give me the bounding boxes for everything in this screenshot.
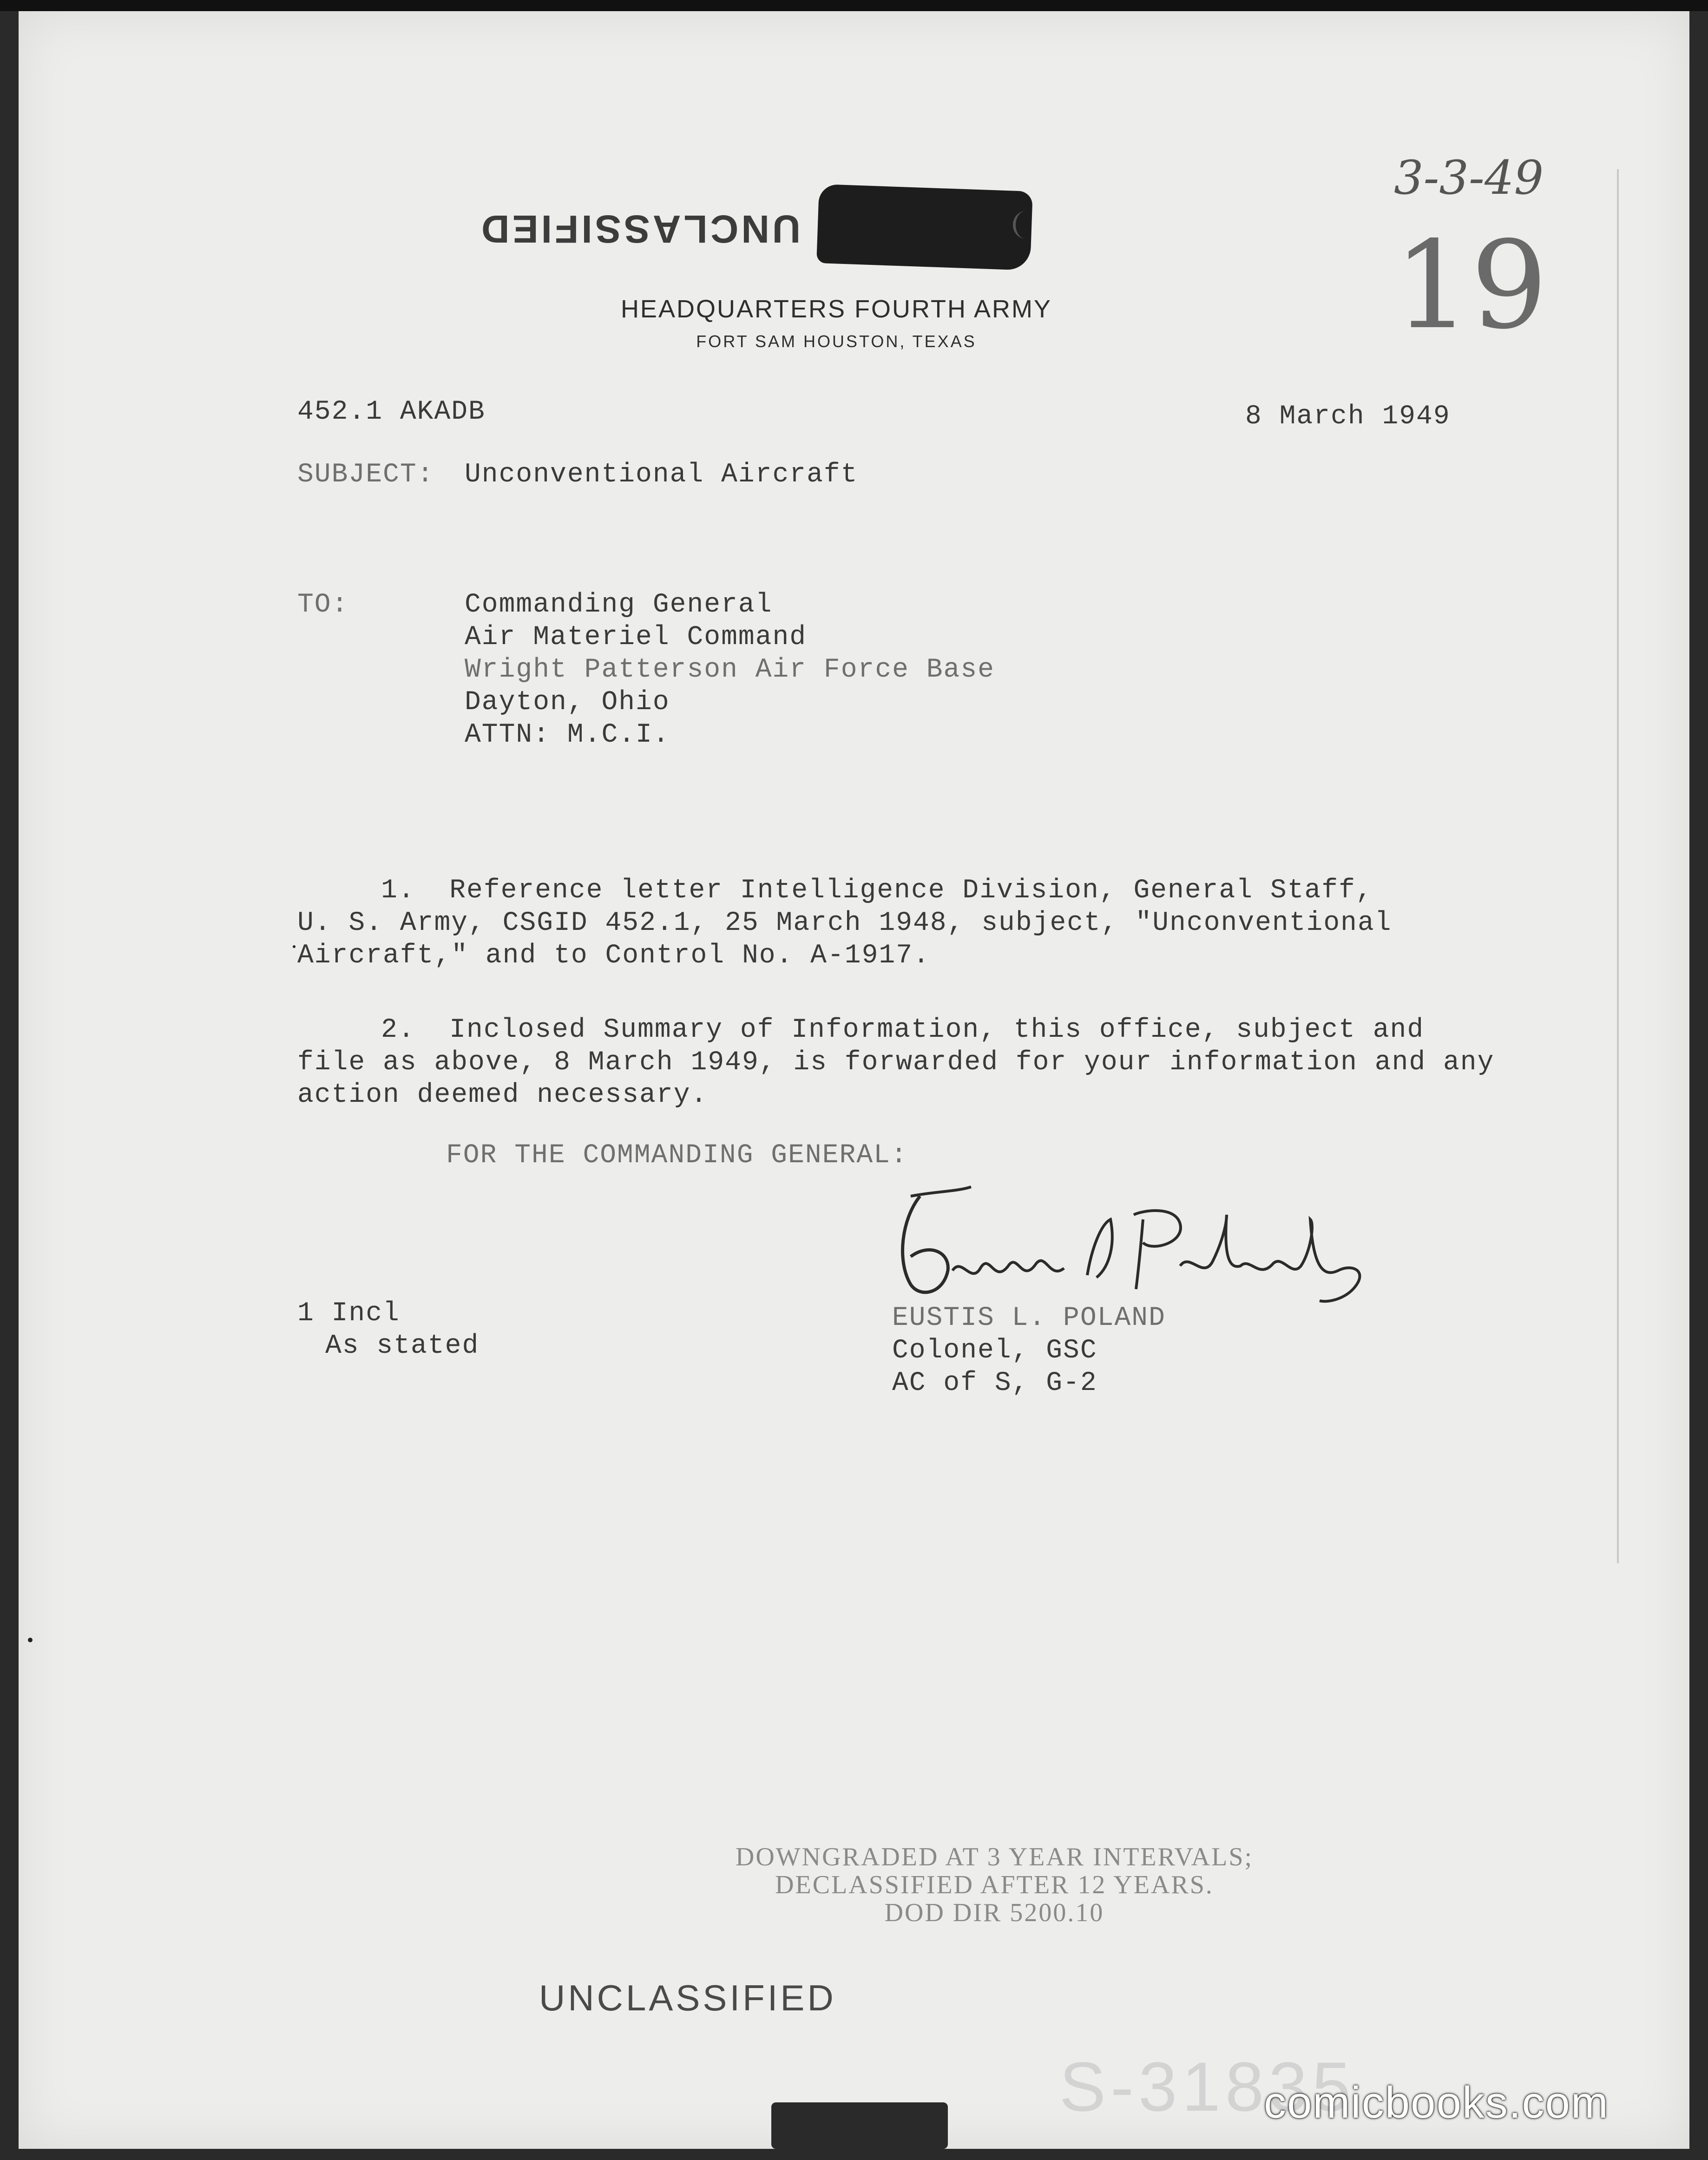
paragraph-2-line: 2. Inclosed Summary of Information, this office, subject and <box>381 1015 1425 1045</box>
scan-top-border <box>0 0 1708 11</box>
handwritten-date: 3-3-49 <box>1394 151 1544 205</box>
addressee-line: Commanding General <box>465 590 773 620</box>
addressee-line: Wright Patterson Air Force Base <box>465 655 995 685</box>
signer-rank: Colonel, GSC <box>892 1336 1097 1366</box>
addressee-line: Dayton, Ohio <box>465 687 670 718</box>
subject-text: Unconventional Aircraft <box>465 460 858 490</box>
paragraph-1-line: U. S. Army, CSGID 452.1, 25 March 1948, subject, "Unconventional <box>297 908 1392 938</box>
declassification-line: DOWNGRADED AT 3 YEAR INTERVALS; <box>735 1843 1254 1871</box>
document-number: S-31835 <box>1059 2048 1356 2126</box>
paragraph-2-line: file as above, 8 March 1949, is forwarded for your information and any <box>297 1047 1495 1078</box>
inclosure-count: 1 Incl <box>297 1298 400 1329</box>
handwritten-number: 19 <box>1394 216 1548 356</box>
declassification-line: DECLASSIFIED AFTER 12 YEARS. <box>775 1870 1214 1899</box>
redaction-mark <box>1013 211 1039 239</box>
classification-stamp-bottom: UNCLASSIFIED <box>539 1977 836 2018</box>
addressee-line: Air Materiel Command <box>465 622 807 652</box>
addressee-line: ATTN: M.C.I. <box>465 720 670 750</box>
letterhead-title: HEADQUARTERS FOURTH ARMY <box>620 295 1052 323</box>
redaction-block-bottom <box>771 2102 948 2149</box>
page-fold-line <box>1617 169 1619 1563</box>
redaction-block-top <box>816 184 1033 270</box>
document-page <box>19 11 1689 2149</box>
signer-title: AC of S, G-2 <box>892 1368 1097 1398</box>
paragraph-1-line: Aircraft," and to Control No. A-1917. <box>297 941 930 971</box>
letterhead-location: FORT SAM HOUSTON, TEXAS <box>696 332 977 351</box>
classification-stamp-upside-down: UNCLASSIFIED <box>479 207 801 251</box>
paragraph-1-line: 1. Reference letter Intelligence Division, General Staff, <box>381 876 1373 906</box>
handwritten-signature <box>892 1178 1385 1317</box>
paragraph-2-line: action deemed necessary. <box>297 1080 708 1110</box>
file-reference: 452.1 AKADB <box>297 397 486 427</box>
scan-speck <box>28 1638 33 1642</box>
scan-speck <box>293 945 296 948</box>
inclosure-note: As stated <box>325 1331 480 1361</box>
closing-line: FOR THE COMMANDING GENERAL: <box>446 1140 908 1171</box>
letter-date: 8 March 1949 <box>1245 402 1451 432</box>
subject-label: SUBJECT: <box>297 460 434 490</box>
declassification-line: DOD DIR 5200.10 <box>884 1898 1104 1927</box>
to-label: TO: <box>297 590 349 620</box>
signer-name: EUSTIS L. POLAND <box>892 1303 1166 1333</box>
watermark: comicbooks.com <box>1264 2078 1609 2127</box>
